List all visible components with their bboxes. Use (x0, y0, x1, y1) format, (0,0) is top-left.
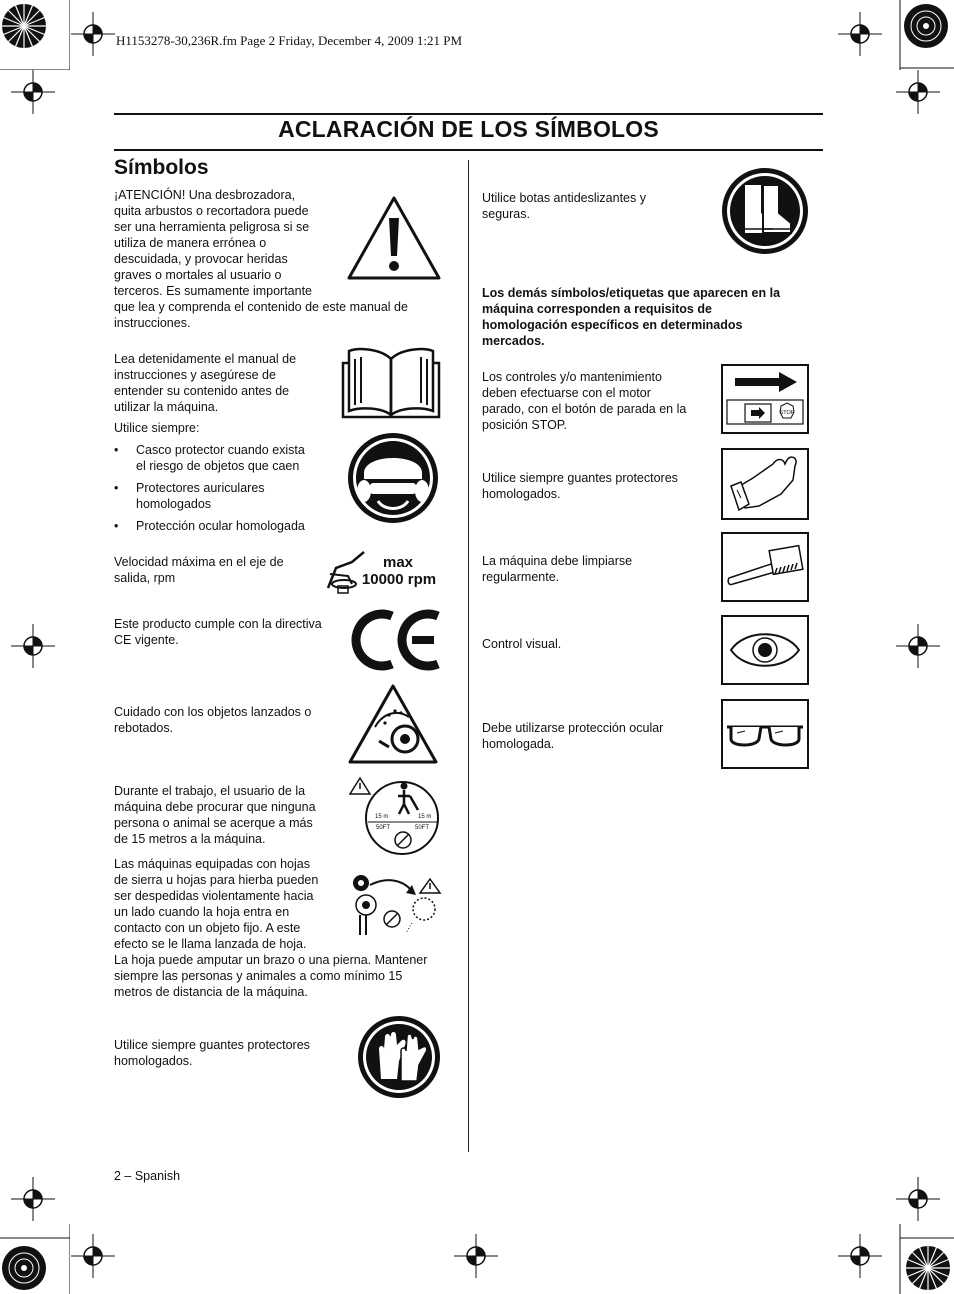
stop-before-maintenance-icon (721, 364, 809, 434)
distance-ft-right: 50FT (415, 825, 430, 831)
text-line: salida, rpm (114, 571, 176, 585)
text-line: descuidada, y provocar heridas (114, 252, 288, 266)
distance-ft-left: 50FT (376, 825, 391, 831)
text-line: Protección ocular homologada (136, 519, 305, 533)
bullet-marker: • (114, 481, 119, 495)
bullet-eye-text (136, 518, 305, 534)
visual-text (482, 636, 561, 652)
gloves-text (114, 1037, 310, 1069)
text-line: Durante el trabajo, el usuario de la (114, 784, 306, 798)
text-line: Utilice siempre guantes protectores (114, 1038, 310, 1052)
text-line: de sierra u hojas para hierba pueden (114, 873, 319, 887)
text-line: entender su contenido antes de (114, 384, 290, 398)
text-line: ser una herramienta peligrosa si se (114, 220, 310, 234)
title-rule-top (114, 113, 823, 115)
text-line: Utilice siempre guantes protectores (482, 471, 678, 485)
text-line: utilizar la máquina. (114, 400, 219, 414)
text-line: persona o animal se acerque a más (114, 816, 313, 830)
title-rule-bottom (114, 149, 823, 151)
text-line: Protectores auriculares (136, 481, 265, 495)
manual-book-icon (341, 345, 441, 419)
text-line: homologados. (114, 1054, 193, 1068)
text-line: ser despedidas violentamente hacia (114, 889, 314, 903)
text-line: homologados (136, 497, 212, 511)
text-line: seguras. (482, 207, 530, 221)
text-line: rebotados. (114, 721, 174, 735)
clean-text (482, 553, 632, 585)
text-line: máquina debe procurar que ninguna (114, 800, 316, 814)
text-line: metros de distancia de la máquina. (114, 985, 308, 999)
text-line: terceros. Es sumamente importante (114, 284, 312, 298)
boots-text (482, 190, 646, 222)
boots-icon (721, 167, 809, 255)
crosshair-target-icon (71, 1234, 115, 1278)
bullet-helmet-text (136, 442, 305, 474)
bullet-marker: • (114, 519, 119, 533)
crosshair-target-icon (11, 1177, 55, 1221)
crosshair-target-icon (11, 624, 55, 668)
bullet-ear-text (136, 480, 265, 512)
crosshair-target-icon (71, 12, 115, 56)
text-line: quita arbustos o recortadora puede (114, 204, 309, 218)
registration-mark-bottom-left (0, 1224, 70, 1294)
text-line: Casco protector cuando exista (136, 443, 305, 457)
registration-mark-bottom-right (884, 1224, 954, 1294)
distance-m-left: 15 m (375, 814, 389, 820)
text-line: Los demás símbolos/etiquetas que aparecen en la (482, 286, 781, 300)
text-line: La hoja puede amputar un brazo o una pierna. Mantener (114, 953, 428, 967)
text-line: La máquina debe limpiarse (482, 554, 633, 568)
crosshair-target-icon (896, 70, 940, 114)
text-line: efecto se le llama lanzada de hoja. (114, 937, 307, 951)
text-line: el riesgo de objetos que caen (136, 459, 300, 473)
crosshair-target-icon (454, 1234, 498, 1278)
text-line: ¡ATENCIÓN! Una desbrozadora, (114, 188, 296, 202)
text-line: Los controles y/o mantenimiento (482, 370, 662, 384)
max-label: max (382, 554, 414, 571)
registration-mark-top-left (0, 0, 70, 70)
text-line: máquina corresponden a requisitos de (482, 302, 712, 316)
controls-text (482, 369, 686, 433)
text-line: instrucciones. (114, 316, 191, 330)
registration-mark-top-right (884, 0, 954, 70)
text-line: Control visual. (482, 637, 562, 651)
text-line: siempre las personas y animales a como mínimo 15 (114, 969, 403, 983)
column-divider (468, 160, 469, 1152)
text-line: de 15 metros a la máquina. (114, 832, 266, 846)
cleaning-brush-icon (721, 532, 809, 602)
section-title: Símbolos (114, 156, 209, 179)
text-line: Cuidado con los objetos lanzados o (114, 705, 312, 719)
text-line: CE vigente. (114, 633, 179, 647)
crosshair-target-icon (896, 1177, 940, 1221)
rpm-label: 10000 rpm (361, 571, 437, 588)
gloves2-text (482, 470, 678, 502)
safety-distance-icon (346, 774, 446, 858)
protective-glove-icon (721, 448, 809, 520)
text-line: parado, con el botón de parada en la (482, 402, 687, 416)
distance-text (114, 783, 316, 847)
speed-text (114, 554, 284, 586)
text-line: utiliza de manera errónea o (114, 236, 267, 250)
page-footer: 2 – Spanish (114, 1169, 181, 1183)
use-always-text: Utilice siempre: (114, 421, 200, 435)
eye-protection-text (482, 720, 663, 752)
text-line: un lado cuando la hoja entra en (114, 905, 290, 919)
crosshair-target-icon (11, 70, 55, 114)
crosshair-target-icon (838, 1234, 882, 1278)
warning-triangle-icon (346, 194, 442, 282)
text-line: Utilice botas antideslizantes y (482, 191, 646, 205)
text-line: Este producto cumple con la directiva (114, 617, 322, 631)
text-line: deben efectuarse con el motor (482, 386, 651, 400)
max-speed-icon (322, 546, 442, 596)
stop-label: STOP (779, 410, 795, 416)
text-line: contacto con un objeto fijo. A este (114, 921, 301, 935)
text-line: homologada. (482, 737, 555, 751)
file-header-info: H1153278-30,236R.fm Page 2 Friday, December 4, 2009 1:21 PM (116, 33, 463, 48)
text-line: homologación específicos en determinados (482, 318, 743, 332)
page-title: ACLARACIÓN DE LOS SÍMBOLOS (278, 116, 659, 142)
protective-gloves-round-icon (357, 1015, 441, 1099)
helmet-ear-eye-protection-icon (346, 431, 440, 525)
thrown-objects-warning-icon (347, 683, 439, 765)
thrown-objects-text (114, 704, 311, 736)
text-line: Debe utilizarse protección ocular (482, 721, 664, 735)
ce-text (114, 616, 322, 648)
text-line: homologados. (482, 487, 561, 501)
text-line: posición STOP. (482, 418, 568, 432)
text-line: que lea y comprenda el contenido de este manual de (114, 300, 408, 314)
text-line: Las máquinas equipadas con hojas (114, 857, 310, 871)
text-line: mercados. (482, 334, 545, 348)
text-line: Velocidad máxima en el eje de (114, 555, 284, 569)
crosshair-target-icon (896, 624, 940, 668)
bullet-marker: • (114, 443, 119, 457)
distance-m-right: 15 m (418, 814, 432, 820)
ce-mark-icon (350, 608, 444, 672)
text-line: graves o mortales al usuario o (114, 268, 282, 282)
eye-protection-glasses-icon (721, 699, 809, 769)
blade-thrust-icon (350, 871, 442, 939)
text-line: Lea detenidamente el manual de (114, 352, 297, 366)
text-line: regularmente. (482, 570, 560, 584)
visual-control-eye-icon (721, 615, 809, 685)
crosshair-target-icon (838, 12, 882, 56)
other-symbols-text (482, 285, 780, 349)
manual-text (114, 351, 296, 415)
text-line: instrucciones y asegúrese de (114, 368, 276, 382)
